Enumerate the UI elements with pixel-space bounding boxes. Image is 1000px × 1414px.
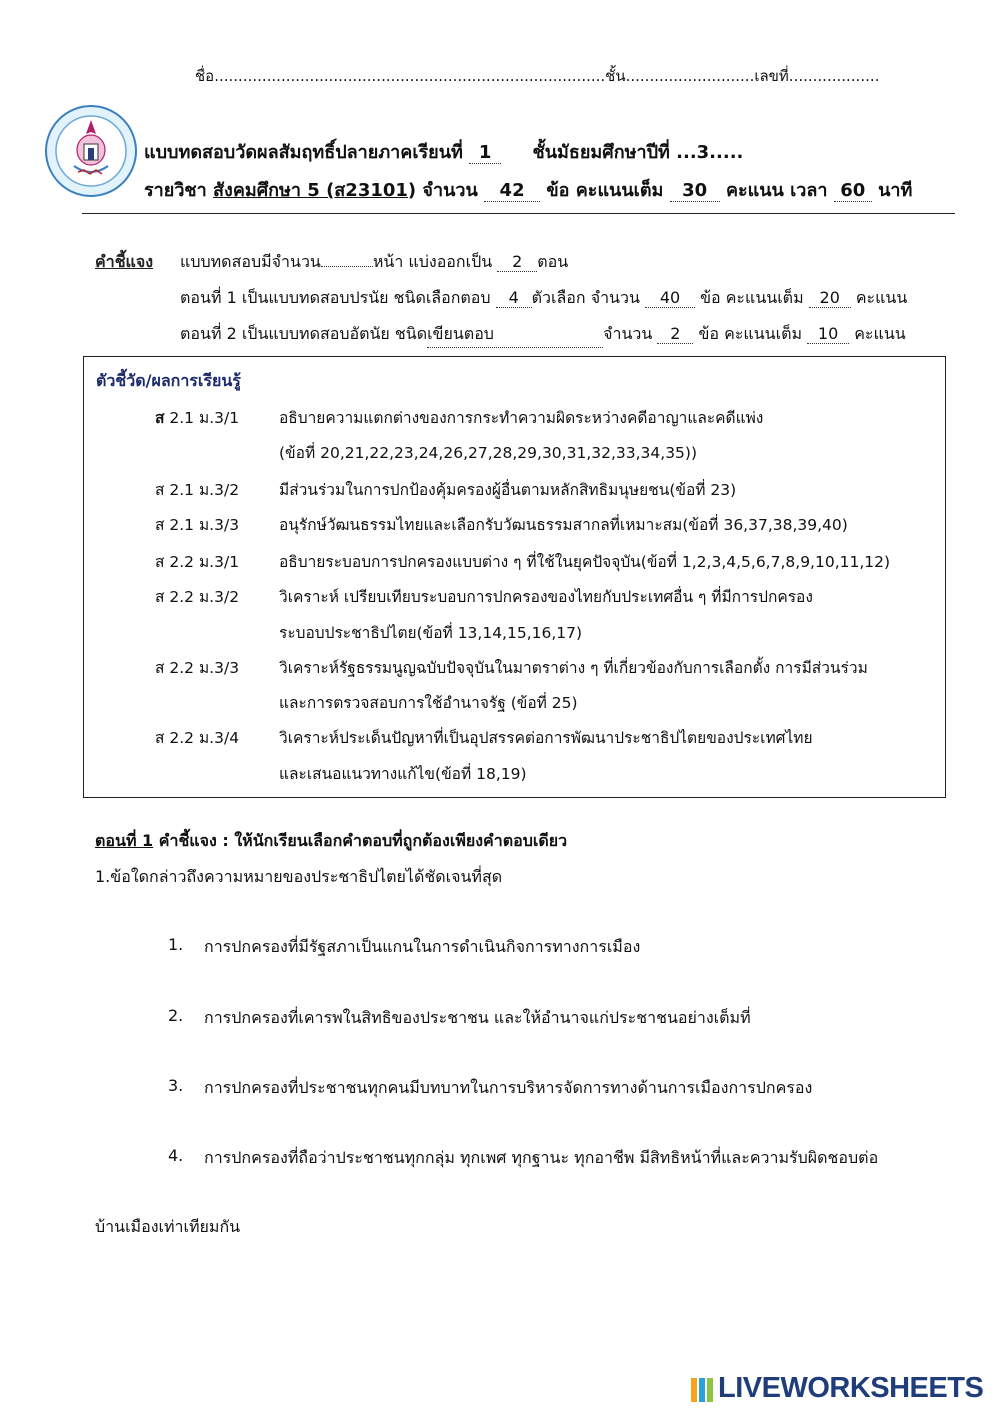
- indicator-text: วิเคราะห์ประเด็นปัญหาที่เป็นอุปสรรคต่อการพัฒนาประชาธิปไตยของประเทศไทย: [279, 729, 813, 747]
- liveworksheets-logo-icon: [690, 1377, 714, 1403]
- indicator-code: ส 2.2 ม.3/3: [155, 659, 240, 677]
- indicator-text-cont: และเสนอแนวทางแก้ไข(ข้อที่ 18,19): [279, 765, 527, 783]
- instructions-line-1: แบบทดสอบมีจำนวน หน้า แบ่งออกเป็น 2 ตอน: [180, 252, 569, 271]
- indicator-code: ส 2.2 ม.3/1: [155, 553, 240, 571]
- header-divider: [82, 213, 955, 214]
- indicators-title: ตัวชี้วัด/ผลการเรียนรู้: [96, 371, 241, 390]
- indicator-text: วิเคราะห์ เปรียบเทียบระบอบการปกครองของไทยกับประเทศอื่น ๆ ที่มีการปกครอง: [279, 588, 813, 606]
- option-number: 1.: [168, 935, 184, 954]
- option-number: 3.: [168, 1076, 184, 1095]
- indicator-code: ส 2.1 ม.3/3: [155, 516, 240, 534]
- indicator-text-cont: (ข้อที่ 20,21,22,23,24,26,27,28,29,30,31,32,33,34,35)): [279, 444, 698, 462]
- indicator-text: วิเคราะห์รัฐธรรมนูญฉบับปัจจุบันในมาตราต่าง ๆ ที่เกี่ยวข้องกับการเลือกตั้ง การมีส่วนร่วม: [279, 659, 868, 677]
- indicator-text: อนุรักษ์วัฒนธรรมไทยและเลือกรับวัฒนธรรมสากลที่เหมาะสม(ข้อที่ 36,37,38,39,40): [279, 516, 848, 534]
- option-number: 2.: [168, 1006, 184, 1025]
- question-1-text: 1.ข้อใดกล่าวถึงความหมายของประชาธิปไตยได้ชัดเจนที่สุด: [95, 867, 503, 886]
- instructions-line-2: ตอนที่ 1 เป็นแบบทดสอบปรนัย ชนิดเลือกตอบ 4 ตัวเลือก จำนวน 40 ข้อ คะแนนเต็ม 20 คะแนน: [180, 288, 908, 307]
- school-seal-icon: [44, 104, 138, 198]
- name-class-number-line: ชื่อ..................................................................................ชั้น...........................เลขที่...................: [195, 67, 880, 85]
- option-number: 4.: [168, 1146, 184, 1165]
- answer-option-1[interactable]: การปกครองที่มีรัฐสภาเป็นแกนในการดำเนินกิจการทางการเมือง: [204, 937, 641, 956]
- part2-type-value: เขียนตอบ: [427, 322, 603, 348]
- exam-title-line-1: แบบทดสอบวัดผลสัมฤทธิ์ปลายภาคเรียนที่ 1 ชั้นมัธยมศึกษาปีที่ ...3.....: [144, 142, 744, 163]
- part2-items-value: 2: [657, 324, 693, 344]
- full-score-value: 30: [670, 180, 720, 202]
- indicator-text: มีส่วนร่วมในการปกป้องคุ้มครองผู้อื่นตามหลักสิทธิมนุษยชน(ข้อที่ 23): [279, 481, 737, 499]
- part1-items-value: 40: [645, 288, 695, 308]
- indicator-code: ส 2.1 ม.3/2: [155, 481, 240, 499]
- item-count-value: 42: [484, 180, 540, 202]
- answer-option-4-cont: บ้านเมืองเท่าเทียมกัน: [95, 1217, 241, 1236]
- indicator-text: อธิบายระบอบการปกครองแบบต่าง ๆ ที่ใช้ในยุคปัจจุบัน(ข้อที่ 1,2,3,4,5,6,7,8,9,10,11,12): [279, 553, 891, 571]
- indicator-code: ส 2.2 ม.3/4: [155, 729, 240, 747]
- answer-option-2[interactable]: การปกครองที่เคารพในสิทธิของประชาชน และให้อำนาจแก่ประชาชนอย่างเต็มที่: [204, 1008, 751, 1027]
- liveworksheets-watermark: LIVEWORKSHEETS: [718, 1372, 984, 1404]
- indicator-code: ส 2.1 ม.3/1: [155, 409, 240, 427]
- indicator-text-cont: ระบอบประชาธิปไตย(ข้อที่ 13,14,15,16,17): [279, 624, 583, 642]
- part1-score-value: 20: [809, 288, 851, 308]
- indicator-text: อธิบายความแตกต่างของการกระทำความผิดระหว่างคดีอาญาและคดีแพ่ง: [279, 409, 764, 427]
- exam-title-line-2: รายวิชา สังคมศึกษา 5 (ส23101) จำนวน 42 ข้อ คะแนนเต็ม 30 คะแนน เวลา 60 นาที: [144, 180, 913, 201]
- choices-value: 4: [496, 288, 532, 308]
- instructions-line-3: ตอนที่ 2 เป็นแบบทดสอบอัตนัย ชนิดเขียนตอบ จำนวน 2 ข้อ คะแนนเต็ม 10 คะแนน: [180, 322, 906, 348]
- part2-score-value: 10: [807, 324, 849, 344]
- semester-value: 1: [469, 142, 501, 164]
- indicator-code: ส 2.2 ม.3/2: [155, 588, 240, 606]
- answer-option-3[interactable]: การปกครองที่ประชาชนทุกคนมีบทบาทในการบริหารจัดการทางด้านการเมืองการปกครอง: [204, 1078, 813, 1097]
- parts-value: 2: [497, 252, 537, 272]
- part1-heading: ตอนที่ 1 คำชี้แจง : ให้นักเรียนเลือกคำตอบที่ถูกต้องเพียงคำตอบเดียว: [95, 831, 568, 850]
- minutes-value: 60: [834, 180, 872, 202]
- page-count-blank: [321, 266, 373, 267]
- instructions-label: คำชี้แจง: [95, 252, 154, 271]
- indicator-text-cont: และการตรวจสอบการใช้อำนาจรัฐ (ข้อที่ 25): [279, 694, 578, 712]
- answer-option-4[interactable]: การปกครองที่ถือว่าประชาชนทุกกลุ่ม ทุกเพศ ทุกฐานะ ทุกอาชีพ มีสิทธิหน้าที่และความรับผิดชอบต่อ: [204, 1148, 879, 1167]
- subject-value: สังคมศึกษา 5 (ส23101: [213, 180, 408, 201]
